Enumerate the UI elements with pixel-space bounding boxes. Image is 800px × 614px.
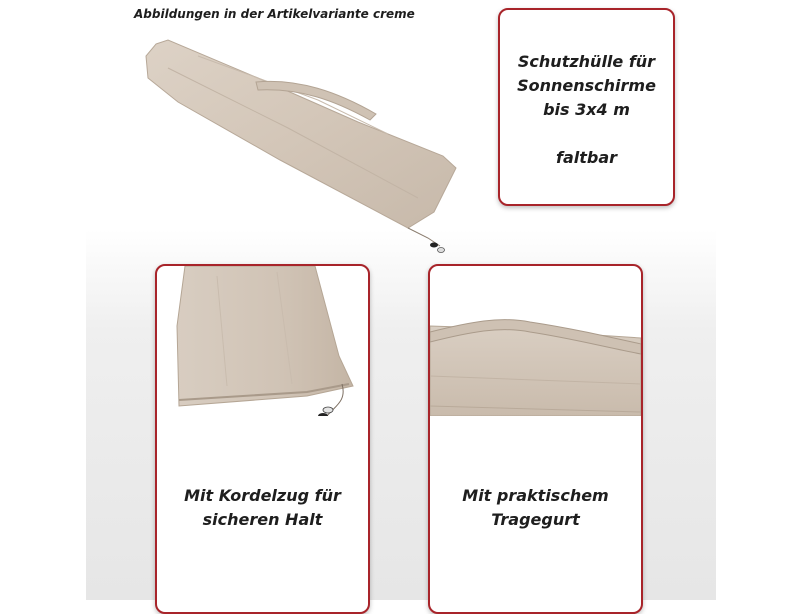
- image-caption: Abbildungen in der Artikelvariante creme: [134, 7, 415, 21]
- strap-line-2: Tragegurt: [491, 510, 580, 529]
- size-line-2: Sonnenschirme: [517, 76, 656, 95]
- foldable-text: faltbar: [555, 148, 618, 167]
- size-line-1: Schutzhülle für: [517, 52, 656, 71]
- feature-card-drawstring: [155, 264, 370, 614]
- drawstring-line-2: sicheren Halt: [202, 510, 323, 529]
- umbrella-cover-image: [138, 38, 468, 258]
- size-text: [500, 50, 673, 122]
- strap-text: [430, 484, 641, 532]
- size-line-3: bis 3x4 m: [543, 100, 630, 119]
- drawstring-line-1: Mit Kordelzug für: [184, 486, 341, 505]
- drawstring-text: [157, 484, 368, 532]
- feature-card-strap: [428, 264, 643, 614]
- drawstring-detail-image: [157, 266, 368, 416]
- strap-line-1: Mit praktischem: [462, 486, 609, 505]
- carrying-strap-detail-image: [430, 266, 641, 416]
- feature-card-size: [498, 8, 675, 206]
